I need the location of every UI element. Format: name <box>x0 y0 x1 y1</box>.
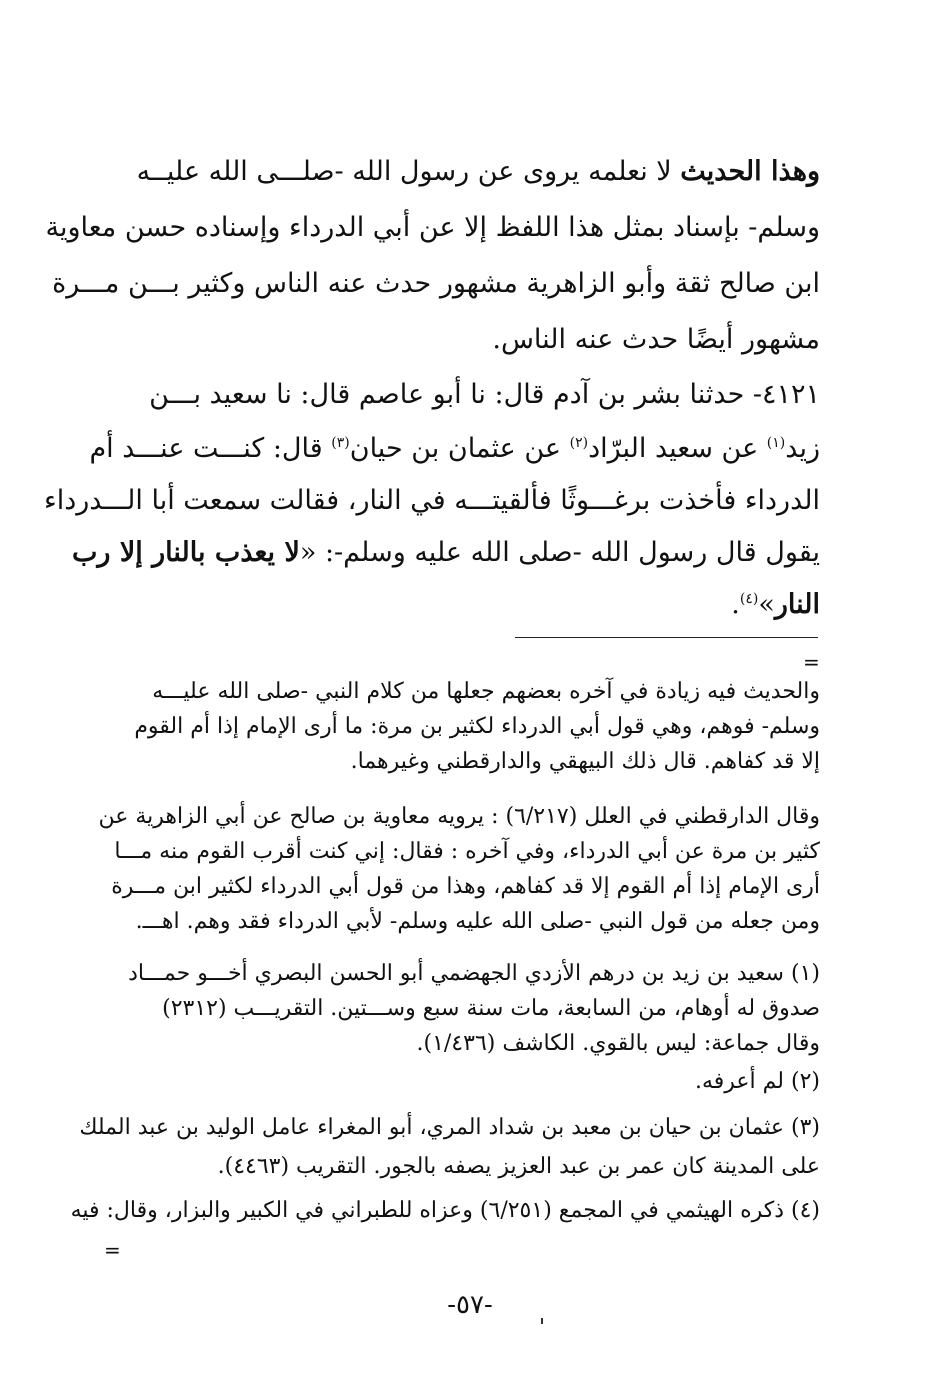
footnote-line-9 <box>120 995 820 1025</box>
bold-heading: وهذا الحديث <box>680 156 820 187</box>
footnote-text: صدوق له أوهام، من السابعة، مات سنة سبع وســـتين. التقريـــب (٢٣١٢) <box>162 996 820 1021</box>
page-number: -٥٧- <box>447 1290 493 1320</box>
footnote-text: أرى الإمام إذا أم القوم إلا قد كفاهم، وهذا من قول أبي الدرداء لكثير ابن مـــرة <box>111 874 820 899</box>
main-line-text: مشهور أيضًا حدث عنه الناس. <box>492 324 820 355</box>
main-line-5 <box>120 378 820 414</box>
main-line-text: لا نعلمه يروى عن رسول الله -صلـــى الله عليــه <box>136 156 681 187</box>
footnote-text: وقال الدارقطني في العلل (٦/٢١٧) : يرويه معاوية بن صالح عن أبي الزاهرية عن <box>98 804 820 829</box>
footnote-text: كثير بن مرة عن أبي الدرداء، وفي آخره : فقال: إني كنت أقرب القوم منه مـــا <box>114 839 820 864</box>
main-line-text: قال: كنـــت عنـــد أم <box>89 433 332 464</box>
main-line-text: » <box>758 589 775 620</box>
footnote-line-10 <box>120 1030 820 1060</box>
main-line-3 <box>52 267 820 303</box>
footnote-line-7 <box>120 908 820 938</box>
main-line-text: ابن صالح ثقة وأبو الزاهرية مشهور حدث عنه الناس وكثير بـــن مـــرة <box>52 268 820 299</box>
footnote-line-3 <box>120 748 820 778</box>
main-line-2 <box>45 211 820 247</box>
footnote-line-12 <box>79 1114 820 1144</box>
main-line-text: عن عثمان بن حيان <box>349 433 570 464</box>
main-line-text: زيد <box>785 433 820 464</box>
footnote-text: على المدينة كان عمر بن عبد العزيز يصفه بالجور. التقريب (٤٤٦٣). <box>217 1154 820 1179</box>
main-line-text: . <box>731 589 740 620</box>
footnote-line-6 <box>111 873 820 903</box>
footnote-text: وقال جماعة: ليس بالقوي. الكاشف (١/٤٣٦). <box>416 1031 820 1056</box>
footnote-ref-4: (٤) <box>739 591 759 607</box>
footnote-line-14 <box>70 1197 820 1227</box>
footnote-separator <box>515 637 818 638</box>
footnote-line-8 <box>120 960 820 990</box>
main-line-6 <box>89 432 820 468</box>
main-line-8 <box>71 536 820 572</box>
continuation-mark: = <box>803 650 820 674</box>
footnote-line-2 <box>120 713 820 743</box>
footnote-text: (١) سعيد بن زيد بن درهم الأزدي الجهضمي أبو الحسن البصري أخـــو حمـــاد <box>128 961 820 986</box>
footnote-text: ومن جعله من قول النبي -صلى الله عليه وسلم- لأبي الدرداء فقد وهم. اهـــ. <box>135 909 820 934</box>
main-line-text: يقول قال رسول الله -صلى الله عليه وسلم-: « <box>299 537 820 568</box>
footnote-line-1 <box>120 678 820 708</box>
bold-hadith-text: لا يعذب بالنار إلا رب <box>71 537 300 568</box>
main-line-text: عن سعيد البرّاد <box>588 433 767 464</box>
footnote-line-13 <box>120 1153 820 1183</box>
continuation-mark-end: = <box>104 1238 121 1262</box>
footnote-ref-1: (١) <box>766 435 786 451</box>
footnote-text: (٢) لم أعرفه. <box>694 1069 820 1094</box>
footnote-text: إلا قد كفاهم. قال ذلك البيهقي والدارقطني وغيرهما. <box>350 749 820 774</box>
main-line-7 <box>44 484 820 520</box>
footnote-text: والحديث فيه زيادة في آخره بعضهم جعلها من كلام النبي -صلى الله عليـــه <box>152 679 820 704</box>
bold-hadith-text: النار <box>774 589 820 620</box>
footnote-ref-3: (٣) <box>331 435 350 451</box>
footnote-text: وسلم- فوهم، وهي قول أبي الدرداء لكثير بن مرة: ما أرى الإمام إذا أم القوم <box>134 714 820 739</box>
main-line-4 <box>120 323 820 359</box>
main-line-9 <box>120 588 820 624</box>
print-speck <box>541 1318 543 1324</box>
main-line-text: وسلم- بإسناد بمثل هذا اللفظ إلا عن أبي الدرداء وإسناده حسن معاوية <box>45 212 820 243</box>
footnote-line-4 <box>98 803 820 833</box>
footnote-line-11 <box>120 1068 820 1098</box>
main-line-1 <box>120 155 820 191</box>
main-line-text: ٤١٢١- حدثنا بشر بن آدم قال: نا أبو عاصم قال: نا سعيد بـــن <box>149 379 820 410</box>
footnote-line-5 <box>114 838 820 868</box>
footnote-ref-2: (٢) <box>569 435 589 451</box>
footnote-text: (٣) عثمان بن حيان بن معبد بن شداد المري، أبو المغراء عامل الوليد بن عبد الملك <box>79 1115 820 1140</box>
main-line-text: الدرداء فأخذت برغـــوثًا فألقيتـــه في النار، فقالت سمعت أبا الـــدرداء <box>44 485 820 516</box>
footnote-text: (٤) ذكره الهيثمي في المجمع (٦/٢٥١) وعزاه للطبراني في الكبير والبزار، وقال: فيه <box>70 1198 820 1223</box>
